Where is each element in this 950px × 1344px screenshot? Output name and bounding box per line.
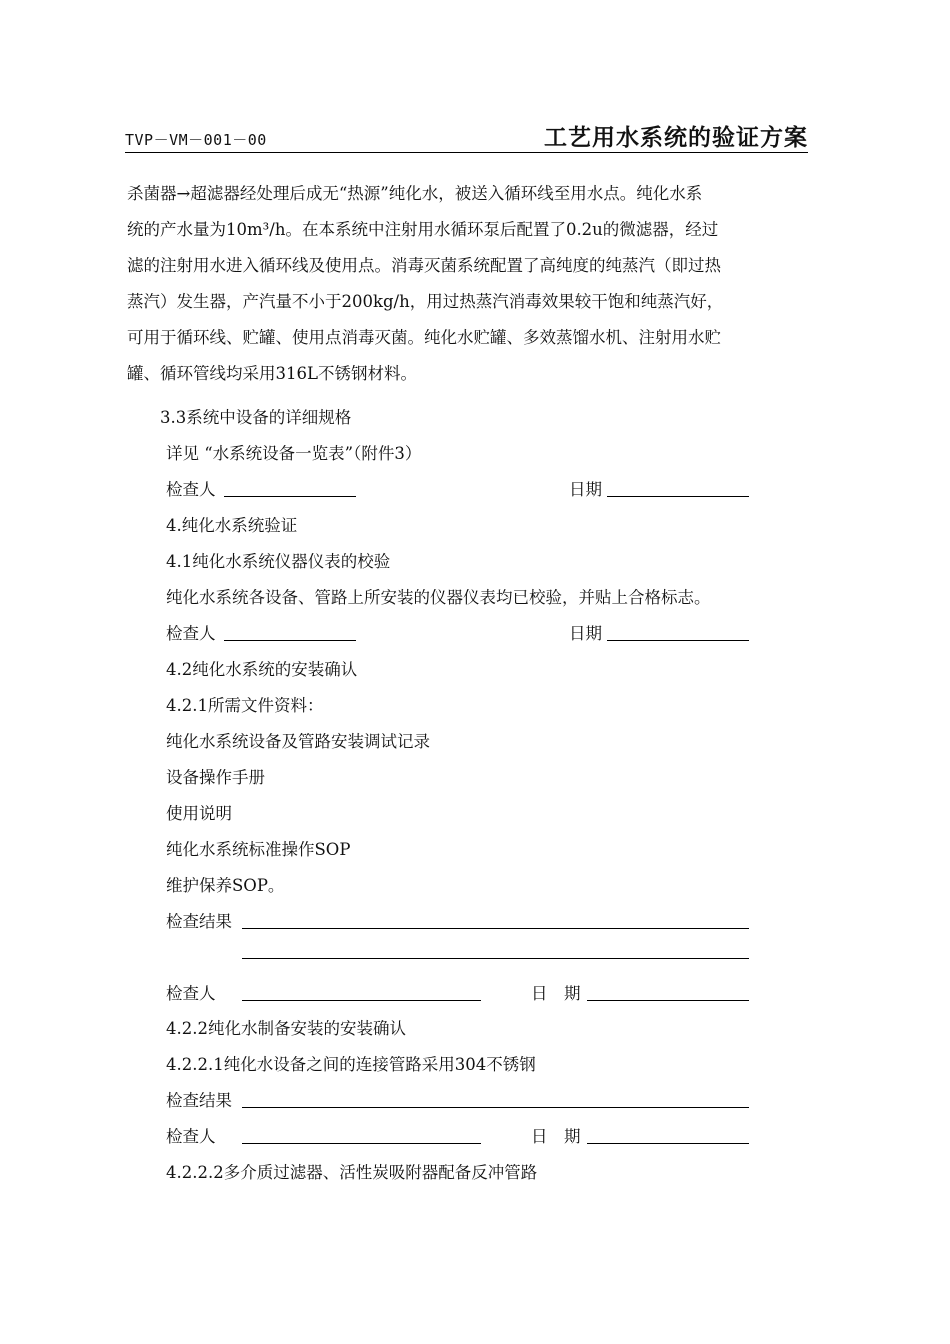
intro-line: 可用于循环线、贮罐、使用点消毒灭菌。纯化水贮罐、多效蒸馏水机、注射用水贮 [127,328,721,347]
section-4-2-2-2-text: 4.2.2.2多介质过滤器、活性炭吸附器配备反冲管路 [166,1163,538,1182]
signature-row [166,476,766,500]
check-result-row [166,1087,766,1111]
date-blank[interactable] [607,476,749,497]
signature-row [166,620,766,644]
check-result-blank[interactable] [242,938,749,959]
section-4-1-heading: 4.1纯化水系统仪器仪表的校验 [166,552,391,571]
check-result-blank[interactable] [242,908,749,929]
signature-row [166,980,766,1004]
section-4-2-1-heading: 4.2.1所需文件资料： [166,696,324,715]
inspector-blank[interactable] [242,980,481,1001]
document-title: 工艺用水系统的验证方案 [544,125,808,151]
document-code: TVP－VM－001－00 [125,131,267,149]
inspector-blank[interactable] [242,1123,481,1144]
intro-line: 蒸汽）发生器，产汽量不小于200kg/h，用过热蒸汽消毒效果较干饱和纯蒸汽好， [127,292,724,311]
check-result-blank[interactable] [242,1087,749,1108]
intro-line: 杀菌器→超滤器经处理后成无“热源”纯化水，被送入循环线至用水点。纯化水系 [127,184,703,203]
section-3-3-heading: 3.3系统中设备的详细规格 [160,408,352,427]
inspector-blank[interactable] [224,476,356,497]
inspector-label: 检查人 [166,1127,216,1146]
signature-row [166,1123,766,1147]
page-header [125,118,808,153]
date-label: 日 期 [531,984,581,1003]
inspector-label: 检查人 [166,624,216,643]
check-result-label: 检查结果 [166,912,232,931]
required-document-item: 设备操作手册 [166,768,265,787]
check-result-label: 检查结果 [166,1091,232,1110]
section-4-2-2-1-text: 4.2.2.1纯化水设备之间的连接管路采用304不锈钢 [166,1055,536,1074]
required-document-item: 使用说明 [166,804,232,823]
date-label: 日 期 [531,1127,581,1146]
inspector-label: 检查人 [166,480,216,499]
date-blank[interactable] [587,1123,749,1144]
required-document-item: 纯化水系统设备及管路安装调试记录 [166,732,430,751]
inspector-blank[interactable] [224,620,356,641]
section-3-3-detail: 详见 “水系统设备一览表”（附件3） [166,444,422,463]
required-document-item: 纯化水系统标准操作SOP [166,840,351,859]
section-4-2-2-heading: 4.2.2纯化水制备安装的安装确认 [166,1019,406,1038]
intro-line: 统的产水量为10m³/h。在本系统中注射用水循环泵后配置了0.2u的微滤器，经过 [127,220,719,239]
intro-line: 罐、循环管线均采用316L不锈钢材料。 [127,364,417,383]
section-4-heading: 4.纯化水系统验证 [166,516,298,535]
required-document-item: 维护保养SOP。 [166,876,285,895]
inspector-label: 检查人 [166,984,216,1003]
date-label: 日期 [569,480,602,499]
check-result-row [166,908,766,932]
intro-line: 滤的注射用水进入循环线及使用点。消毒灭菌系统配置了高纯度的纯蒸汽（即过热 [127,256,721,275]
date-blank[interactable] [607,620,749,641]
date-blank[interactable] [587,980,749,1001]
intro-paragraph [127,176,827,392]
section-4-2-heading: 4.2纯化水系统的安装确认 [166,660,358,679]
check-result-row-continued [166,938,766,962]
date-label: 日期 [569,624,602,643]
section-4-1-text: 纯化水系统各设备、管路上所安装的仪器仪表均已校验，并贴上合格标志。 [166,588,711,607]
